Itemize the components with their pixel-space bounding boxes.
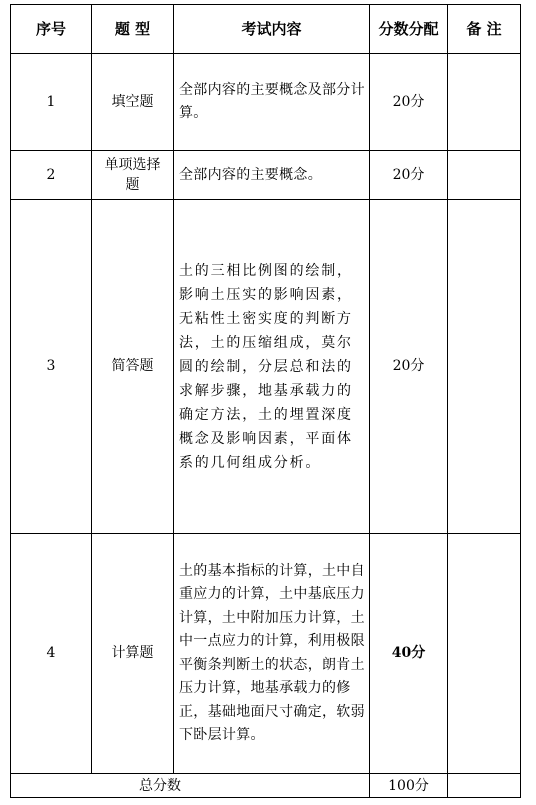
- row-content: 全部内容的主要概念。: [174, 151, 370, 200]
- table-row: [11, 151, 521, 200]
- row-type: 简答题: [92, 200, 174, 534]
- total-score: 100分: [370, 774, 448, 798]
- table-row: [11, 200, 521, 534]
- row-index: 4: [11, 534, 92, 774]
- row-score: 20分: [370, 54, 448, 151]
- total-note: [448, 774, 521, 798]
- row-type: 计算题: [92, 534, 174, 774]
- row-note: [448, 200, 521, 534]
- row-content: 土的基本指标的计算，土中自重应力的计算，土中基底压力计算，土中附加压力计算，土中一点应力的计算，利用极限平衡条判断土的状态，朗肯土压力计算，地基承载力的修正，基础地面尺寸确定，软弱下卧层计算。: [174, 534, 370, 774]
- row-index: 2: [11, 151, 92, 200]
- row-content: 全部内容的主要概念及部分计算。: [174, 54, 370, 151]
- total-label: 总分数: [11, 774, 370, 798]
- row-type: 填空题: [92, 54, 174, 151]
- row-content: 土的三相比例图的绘制，影响土压实的影响因素，无粘性土密实度的判断方法，土的压缩组成，莫尔圆的绘制，分层总和法的求解步骤，地基承载力的确定方法，土的埋置深度概念及影响因素，平面体系的几何组成分析。: [174, 200, 370, 534]
- row-index: 1: [11, 54, 92, 151]
- table-row: [11, 534, 521, 774]
- header-score: 分数分配: [370, 5, 448, 54]
- row-note: [448, 54, 521, 151]
- row-note: [448, 151, 521, 200]
- table-row: [11, 54, 521, 151]
- exam-content-table: [10, 4, 521, 798]
- row-score: 20分: [370, 200, 448, 534]
- total-row: [11, 774, 521, 798]
- header-note: 备 注: [448, 5, 521, 54]
- row-index: 3: [11, 200, 92, 534]
- row-note: [448, 534, 521, 774]
- row-type: 单项选择题: [92, 151, 174, 200]
- row-score: 20分: [370, 151, 448, 200]
- header-type: 题 型: [92, 5, 174, 54]
- header-index: 序号: [11, 5, 92, 54]
- row-score: 40分: [370, 534, 448, 774]
- header-row: [11, 5, 521, 54]
- header-content: 考试内容: [174, 5, 370, 54]
